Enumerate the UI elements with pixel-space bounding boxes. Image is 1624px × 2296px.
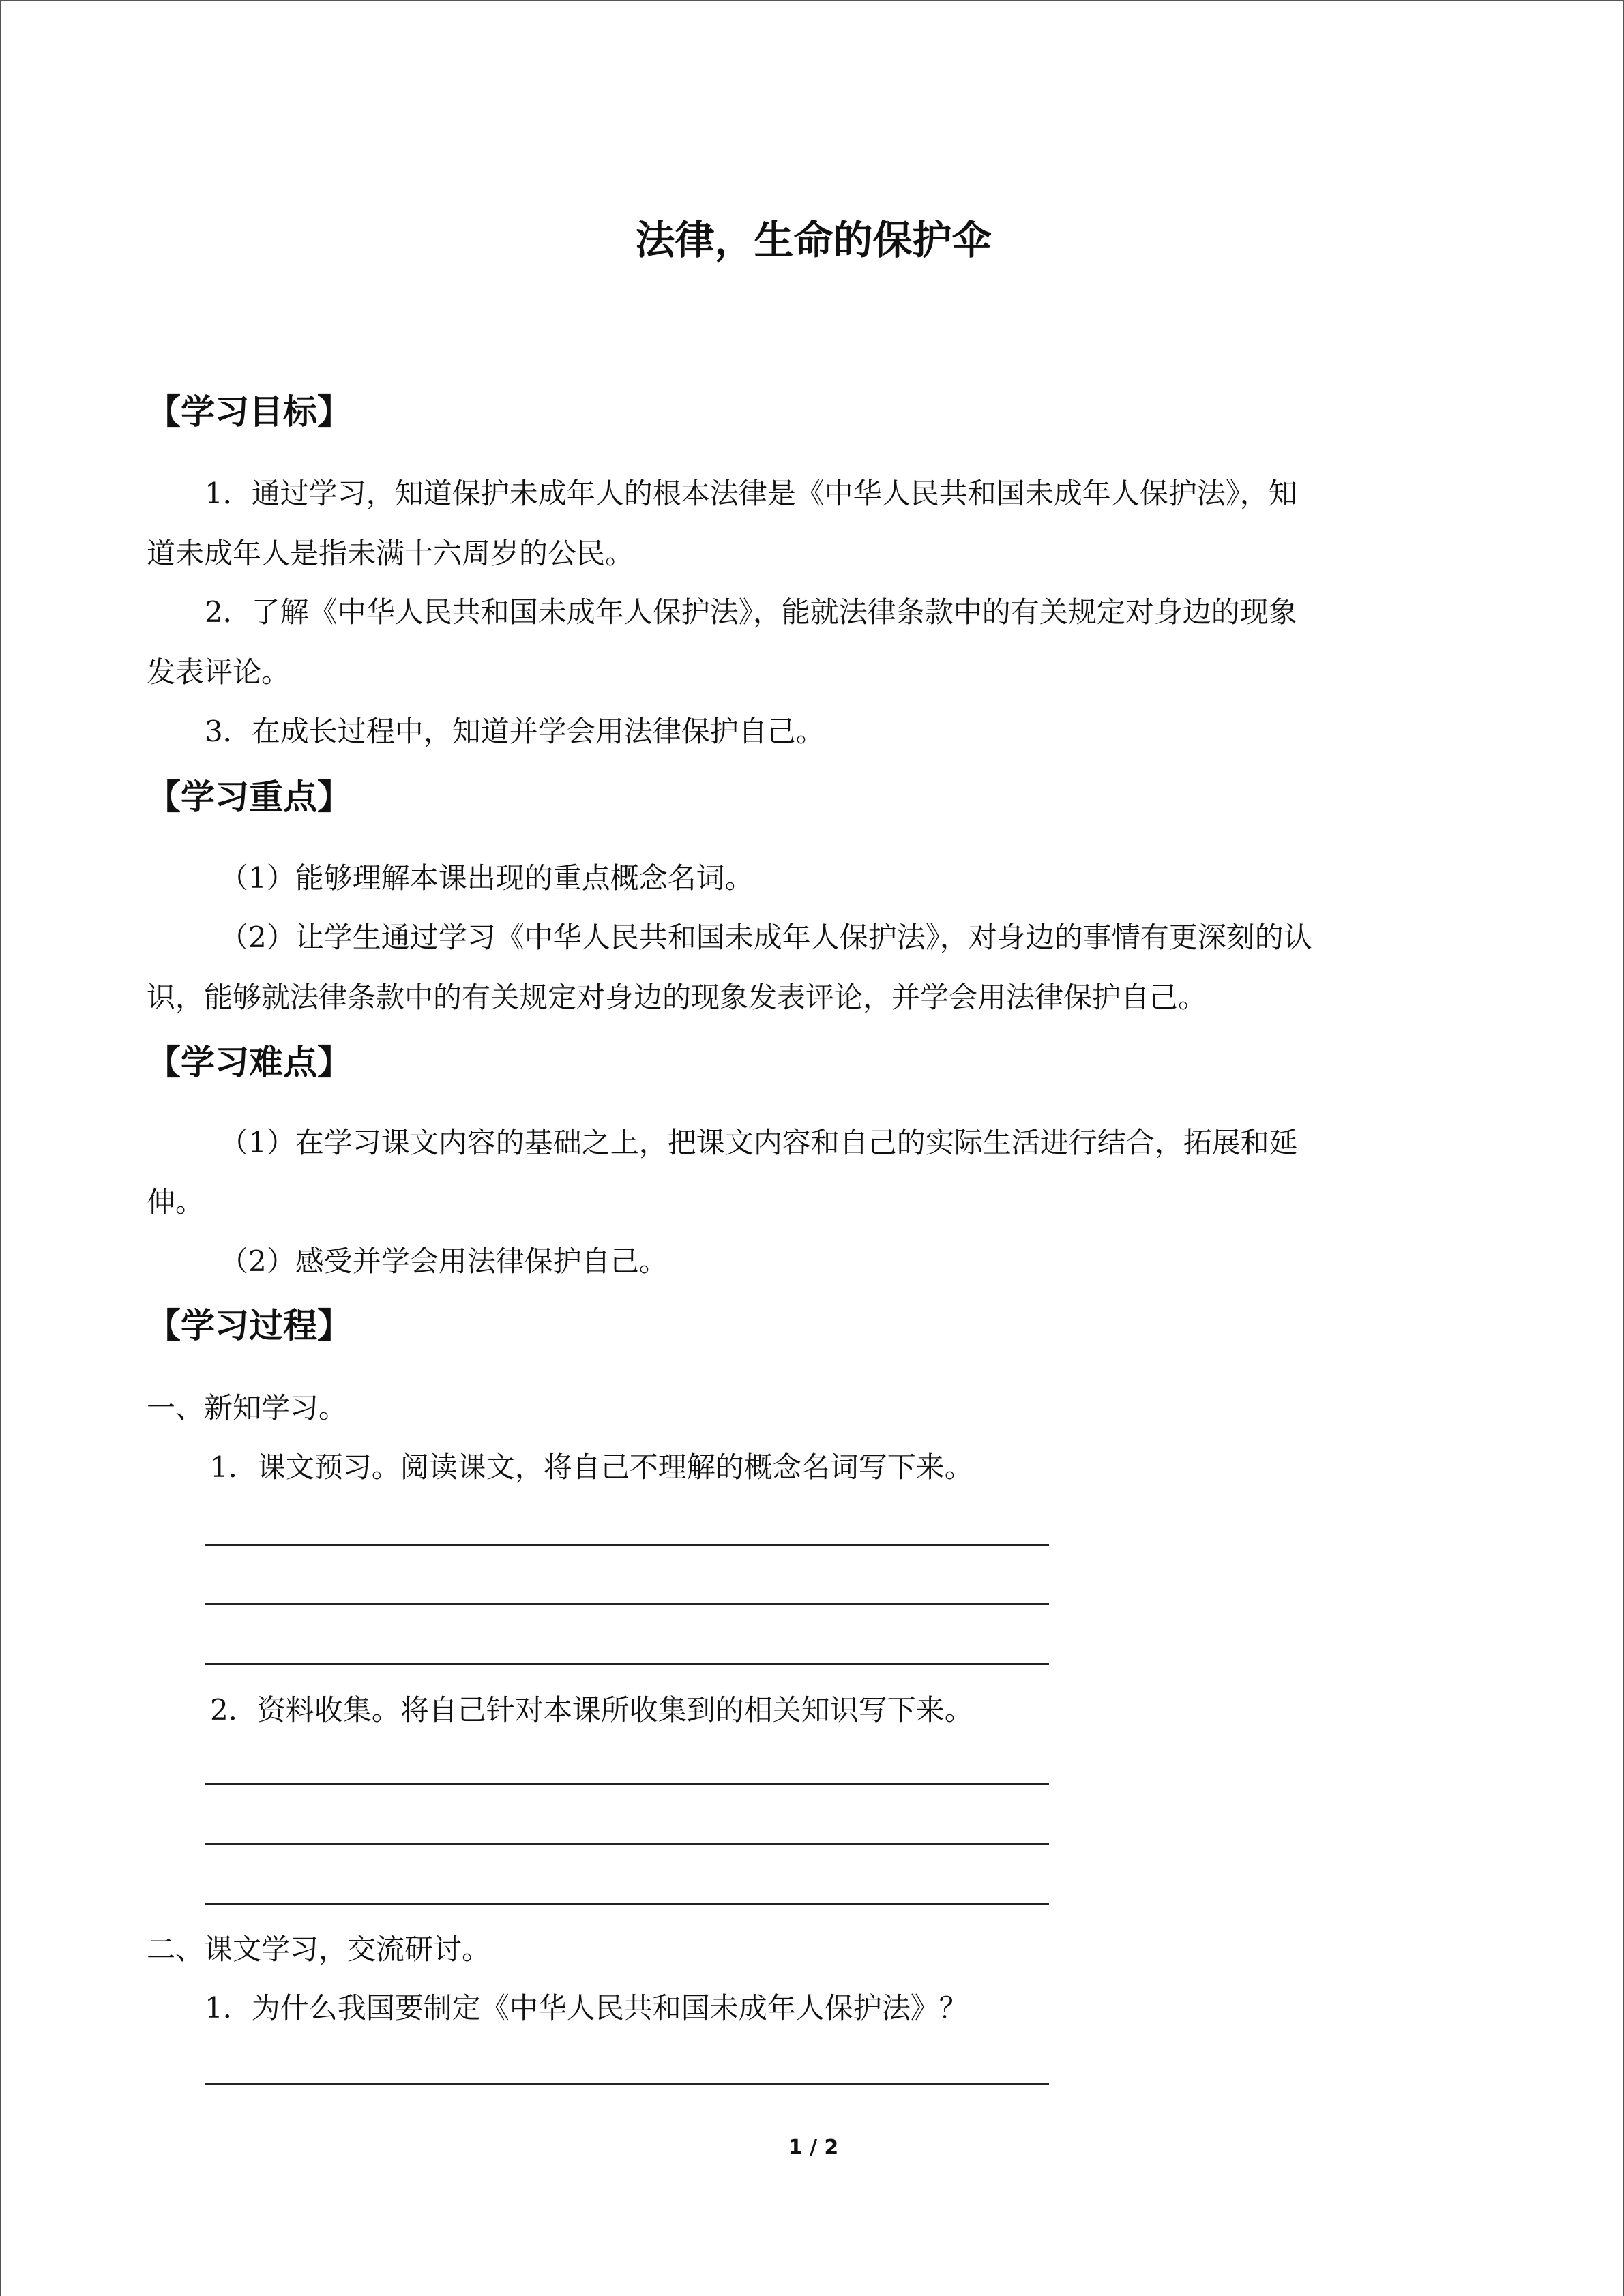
difficulty-1-line-1: （1）在学习课文内容的基础之上，把课文内容和自己的实际生活进行结合，拓展和延	[220, 1126, 1298, 1159]
section-heading-process: 【学习过程】	[147, 1306, 351, 1345]
answer-line[interactable]	[205, 1903, 1049, 1905]
objective-2-line-2: 发表评论。	[147, 655, 291, 689]
answer-line[interactable]	[205, 1663, 1049, 1665]
page-number: 1 / 2	[788, 2136, 839, 2160]
key-point-2-line-2: 识，能够就法律条款中的有关规定对身边的现象发表评论，并学会用法律保护自己。	[147, 981, 1207, 1014]
difficulty-2: （2）感受并学会用法律保护自己。	[220, 1244, 668, 1278]
objective-2-line-1: 2．了解《中华人民共和国未成年人保护法》，能就法律条款中的有关规定对身边的现象	[205, 595, 1297, 629]
section-heading-key-points: 【学习重点】	[147, 777, 351, 817]
page-title: 法律，生命的保护伞	[635, 217, 992, 263]
process-part-1-question-1: 1．课文预习。阅读课文，将自己不理解的概念名词写下来。	[210, 1450, 973, 1484]
objective-1-line-2: 道未成年人是指未满十六周岁的公民。	[147, 537, 634, 570]
process-part-1-title: 一、新知学习。	[147, 1391, 348, 1425]
key-point-1: （1）能够理解本课出现的重点概念名词。	[220, 861, 754, 895]
answer-line[interactable]	[205, 1544, 1049, 1546]
difficulty-1-line-2: 伸。	[147, 1185, 205, 1219]
section-heading-objectives: 【学习目标】	[147, 392, 351, 432]
answer-line[interactable]	[205, 1603, 1049, 1605]
answer-line[interactable]	[205, 1783, 1049, 1785]
objective-1-line-1: 1．通过学习，知道保护未成年人的根本法律是《中华人民共和国未成年人保护法》，知	[205, 477, 1297, 510]
answer-line[interactable]	[205, 2083, 1049, 2085]
answer-line[interactable]	[205, 1843, 1049, 1845]
process-part-2-question-1: 1．为什么我国要制定《中华人民共和国未成年人保护法》？	[205, 1991, 968, 2025]
process-part-2-title: 二、课文学习，交流研讨。	[147, 1933, 491, 1966]
key-point-2-line-1: （2）让学生通过学习《中华人民共和国未成年人保护法》，对身边的事情有更深刻的认	[220, 921, 1312, 954]
section-heading-difficulties: 【学习难点】	[147, 1043, 351, 1082]
objective-3: 3．在成长过程中，知道并学会用法律保护自己。	[205, 715, 825, 748]
process-part-1-question-2: 2．资料收集。将自己针对本课所收集到的相关知识写下来。	[210, 1693, 973, 1727]
